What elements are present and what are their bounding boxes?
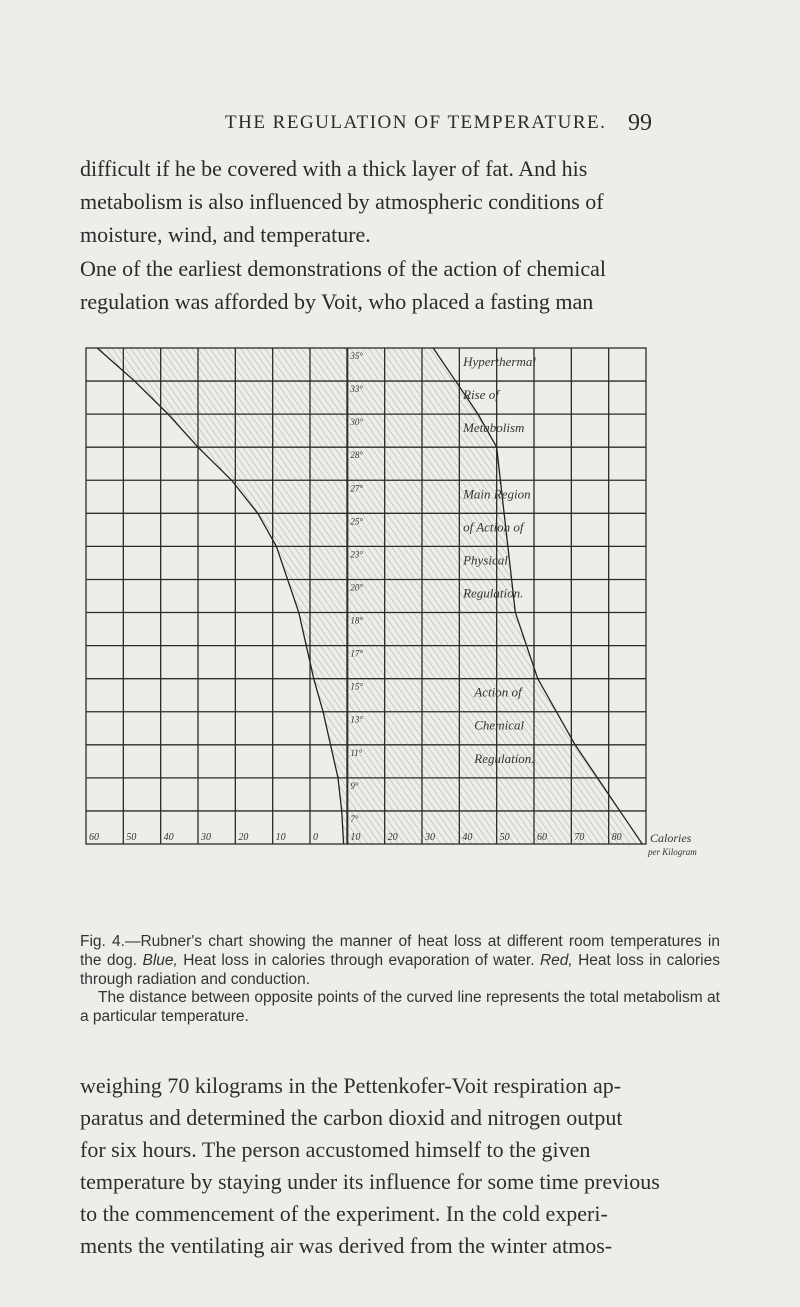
text-line: ments the ventilating air was derived from the winter atmos-: [80, 1233, 613, 1258]
text-line: weighing 70 kilograms in the Pettenkofer-Voit respiration ap-: [80, 1073, 622, 1098]
y-tick-label: 25°: [350, 516, 363, 527]
x-tick-label: 60: [537, 832, 547, 843]
x-tick-label: 10: [350, 832, 361, 843]
y-tick-label: 28°: [350, 450, 363, 461]
figure-caption: [80, 932, 720, 989]
caption-red-text: Heat loss in calories through radiation and conduction.: [80, 952, 720, 988]
text-line: paratus and determined the carbon dioxid and nitrogen output: [80, 1105, 623, 1130]
x-tick-label: 80: [611, 832, 622, 843]
text-line: moisture, wind, and temperature.: [80, 222, 371, 247]
x-tick-label: 30: [425, 832, 435, 843]
page-header: [0, 110, 800, 140]
y-tick-label: 23°: [350, 549, 363, 560]
chart-annotation: Hyperthermal: [463, 354, 537, 369]
y-tick-label: 33°: [350, 384, 363, 395]
y-tick-label: 9°: [350, 780, 359, 791]
text-line: regulation was afforded by Voit, who placed a fasting man: [80, 289, 594, 314]
chart-annotation: Physical: [463, 552, 508, 568]
caption-red-label: Red,: [539, 952, 573, 969]
text-line: One of the earliest demonstrations of the action of chemical: [80, 256, 606, 281]
chart-annotation: of Action of: [463, 519, 524, 535]
x-tick-label: 20: [238, 832, 249, 843]
y-tick-label: 18°: [350, 615, 363, 626]
caption-blue-label: Blue,: [142, 952, 178, 969]
x-tick-label: 70: [574, 832, 585, 843]
paragraph-1: [80, 152, 720, 251]
page-number: 99: [628, 110, 652, 136]
x-tick-label: 50: [126, 832, 137, 843]
x-tick-label: 0: [313, 832, 318, 843]
y-tick-label: 15°: [350, 681, 363, 692]
text-line: for six hours. The person accustomed himself to the given: [80, 1137, 591, 1162]
text-line: to the commencement of the experiment. In the cold experi-: [80, 1201, 608, 1226]
x-tick-label: 40: [462, 832, 473, 843]
text-line: difficult if he be covered with a thick layer of fat. And his: [80, 156, 588, 181]
chart-annotation: Rise of: [463, 387, 499, 403]
text-line: metabolism is also influenced by atmospheric conditions of: [80, 189, 604, 214]
x-tick-label: 10: [275, 832, 286, 843]
y-tick-label: 30°: [350, 417, 363, 428]
y-tick-label: 27°: [350, 483, 363, 494]
chart-annotation: Chemical: [474, 717, 525, 733]
chart-annotation: Regulation.: [474, 750, 535, 766]
x-tick-label: 40: [163, 832, 174, 843]
rubner-chart: [86, 346, 697, 902]
figure-caption-note: The distance between opposite points of the curved line represents the total metabolism at a particular temperature.: [80, 989, 720, 1025]
x-tick-label: 30: [201, 832, 211, 843]
paragraph-3: [80, 1070, 720, 1262]
x-tick-label: 20: [387, 832, 398, 843]
chart-annotation: Action of: [474, 684, 522, 700]
chart-annotation: Main Region: [463, 486, 531, 502]
caption-lead: Fig. 4.—Rubner's chart showing the manner of heat loss at different room temperatures in the dog.: [80, 933, 720, 969]
x-unit-sub: per Kilogram: [648, 847, 697, 857]
y-tick-label: 11°: [350, 747, 363, 758]
x-tick-label: 60: [89, 832, 99, 843]
hatched-region: [97, 348, 642, 844]
y-tick-label: 13°: [350, 714, 363, 725]
y-tick-label: 7°: [350, 813, 359, 824]
chart-annotation: Metabolism: [463, 420, 525, 436]
y-tick-label: 20°: [350, 582, 363, 593]
paragraph-2: [80, 252, 720, 318]
caption-blue-text: Heat loss in calories through evaporation of water.: [177, 952, 535, 969]
y-tick-label: 35°: [350, 351, 363, 361]
chart-annotation: Regulation.: [463, 585, 524, 601]
x-tick-label: 50: [499, 832, 510, 843]
y-tick-label: 17°: [350, 648, 363, 659]
running-title: THE REGULATION OF TEMPERATURE.: [225, 112, 607, 133]
text-line: temperature by staying under its influence for some time previous: [80, 1169, 660, 1194]
x-unit-label: Calories: [650, 831, 692, 845]
